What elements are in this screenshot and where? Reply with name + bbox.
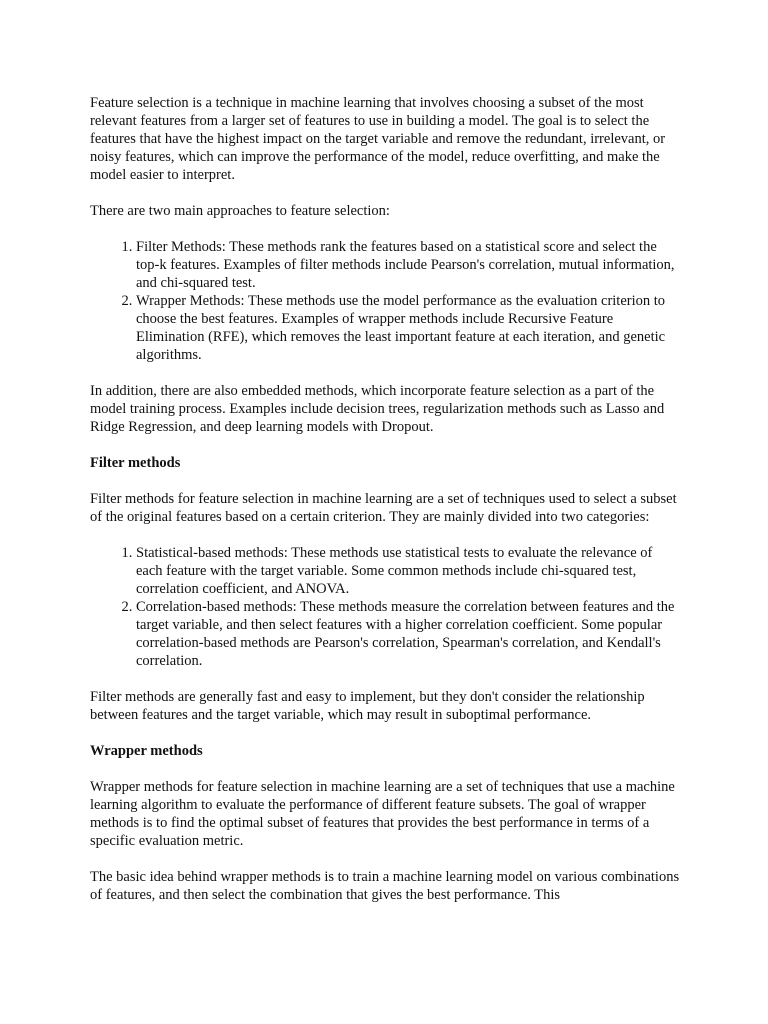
filter-categories-list [90, 544, 680, 670]
wrapper-intro-paragraph: Wrapper methods for feature selection in machine learning are a set of techniques that use a machine learning algorithm to evaluate the performance of different feature subsets. The goal of wrapper methods is to find the optimal subset of features that provides the best performance in terms of a specific evaluation metric. [90, 779, 675, 849]
filter-summary-paragraph: Filter methods are generally fast and easy to implement, but they don't consider the relationship between features and the target variable, which may result in suboptimal performance. [90, 689, 645, 723]
wrapper-methods-heading: Wrapper methods [90, 743, 203, 759]
embedded-methods-paragraph: In addition, there are also embedded methods, which incorporate feature selection as a part of the model training process. Examples include decision trees, regularization methods such as Lasso and Ridge Regression, and deep learning models with Dropout. [90, 383, 665, 435]
list-item: 2. Wrapper Methods: These methods use the model performance as the evaluation criterion to choose the best features. Examples of wrapper methods include Recursive Feature Elimination (RFE), which removes the least important feature at each iteration, and genetic algorithms. [136, 292, 680, 364]
filter-intro-paragraph: Filter methods for feature selection in machine learning are a set of techniques used to select a subset of the original features based on a certain criterion. They are mainly divided into two categories: [90, 491, 677, 525]
intro-paragraph: Feature selection is a technique in machine learning that involves choosing a subset of the most relevant features from a larger set of features to use in building a model. The goal is to select the features that have the highest impact on the target variable and remove the redundant, irrelevant, or noisy features, which can improve the performance of the model, reduce overfitting, and make the model easier to interpret. [90, 95, 666, 183]
list-item: 2. Correlation-based methods: These methods measure the correlation between features and the target variable, and then select features with a higher correlation coefficient. Some popular correlation-based methods are Pearson's correlation, Spearman's correlation, and Kendall's correlation. [136, 598, 680, 670]
approaches-list [90, 238, 680, 364]
list-item: 1. Statistical-based methods: These methods use statistical tests to evaluate the relevance of each feature with the target variable. Some common methods include chi-squared test, correlation coefficient, and ANOVA. [136, 544, 680, 598]
approaches-intro-paragraph: There are two main approaches to feature selection: [90, 203, 390, 219]
filter-methods-heading: Filter methods [90, 455, 181, 471]
wrapper-basic-idea-paragraph: The basic idea behind wrapper methods is to train a machine learning model on various combinations of features, and then select the combination that gives the best performance. This [90, 869, 680, 903]
list-item: 1. Filter Methods: These methods rank the features based on a statistical score and select the top-k features. Examples of filter methods include Pearson's correlation, mutual information, and chi-squared test. [136, 238, 680, 292]
